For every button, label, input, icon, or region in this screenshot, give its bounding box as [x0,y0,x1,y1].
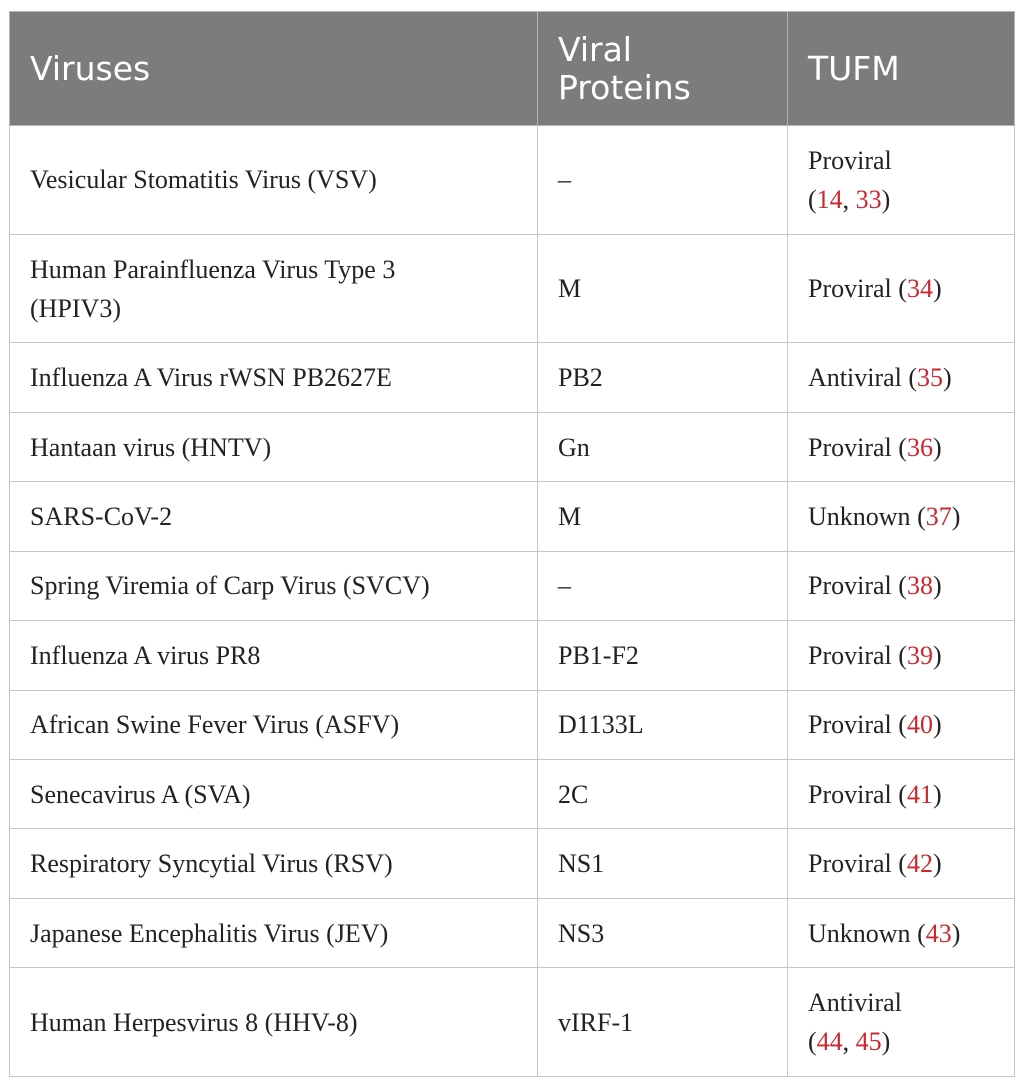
table-row [10,968,1015,1077]
virus-cell: Influenza A virus PR8 [10,621,538,690]
virus-cell: Human Herpesvirus 8 (HHV-8) [10,968,538,1077]
virus-cell: Vesicular Stomatitis Virus (VSV) [10,126,538,235]
header-tufm: TUFM [788,12,1015,126]
virus-cell: Japanese Encephalitis Virus (JEV) [10,898,538,967]
tufm-cell: Proviral (36) [788,412,1015,481]
reference-link[interactable]: 45 [855,1027,882,1057]
reference-link[interactable]: 14 [816,184,843,214]
table-row [10,829,1015,898]
table-row [10,621,1015,690]
header-viral-proteins: Viral Proteins [538,12,788,126]
reference-link[interactable]: 39 [906,640,933,670]
table-row [10,690,1015,759]
virus-cell: Hantaan virus (HNTV) [10,412,538,481]
tufm-cell: Proviral (34) [788,234,1015,343]
header-viruses: Viruses [10,12,538,126]
reference-link[interactable]: 34 [906,274,933,303]
protein-cell: – [538,551,788,620]
reference-link[interactable]: 33 [855,184,882,214]
protein-cell: PB1-F2 [538,621,788,690]
virus-tufm-table [9,11,1015,1077]
reference-link[interactable]: 38 [906,571,933,601]
tufm-cell: Proviral (40) [788,690,1015,759]
reference-link[interactable]: 41 [906,779,933,809]
reference-link[interactable]: 36 [906,432,933,462]
tufm-cell: Proviral (38) [788,551,1015,620]
protein-cell: PB2 [538,343,788,412]
table-row [10,234,1015,343]
reference-link[interactable]: 35 [917,363,944,393]
protein-cell: NS1 [538,829,788,898]
reference-link[interactable]: 44 [816,1027,843,1057]
tufm-cell: Unknown (43) [788,898,1015,967]
reference-link[interactable]: 42 [906,849,933,879]
virus-cell: Respiratory Syncytial Virus (RSV) [10,829,538,898]
tufm-cell: Proviral (39) [788,621,1015,690]
protein-cell: 2C [538,759,788,828]
virus-cell: Senecavirus A (SVA) [10,759,538,828]
protein-cell: Gn [538,412,788,481]
protein-cell: M [538,234,788,343]
protein-cell: M [538,482,788,551]
reference-link[interactable]: 40 [906,710,933,740]
table-row [10,482,1015,551]
virus-cell: African Swine Fever Virus (ASFV) [10,690,538,759]
virus-cell: Spring Viremia of Carp Virus (SVCV) [10,551,538,620]
tufm-cell: Proviral (42) [788,829,1015,898]
reference-link[interactable]: 37 [925,501,952,531]
tufm-cell: Unknown (37) [788,482,1015,551]
tufm-cell: Antiviral (35) [788,343,1015,412]
table-row [10,412,1015,481]
reference-link[interactable]: 43 [925,918,952,948]
protein-cell: – [538,126,788,235]
tufm-cell: Antiviral (44, 45) [788,968,1015,1077]
table-row [10,898,1015,967]
table-row [10,126,1015,235]
protein-cell: vIRF-1 [538,968,788,1077]
tufm-cell: Proviral (41) [788,759,1015,828]
table-row [10,759,1015,828]
virus-cell: SARS-CoV-2 [10,482,538,551]
virus-cell: Human Parainfluenza Virus Type 3 (HPIV3) [10,234,538,343]
virus-cell: Influenza A Virus rWSN PB2627E [10,343,538,412]
header-row [10,12,1015,126]
protein-cell: D1133L [538,690,788,759]
table-row [10,551,1015,620]
table-row [10,343,1015,412]
protein-cell: NS3 [538,898,788,967]
tufm-cell: Proviral (14, 33) [788,126,1015,235]
